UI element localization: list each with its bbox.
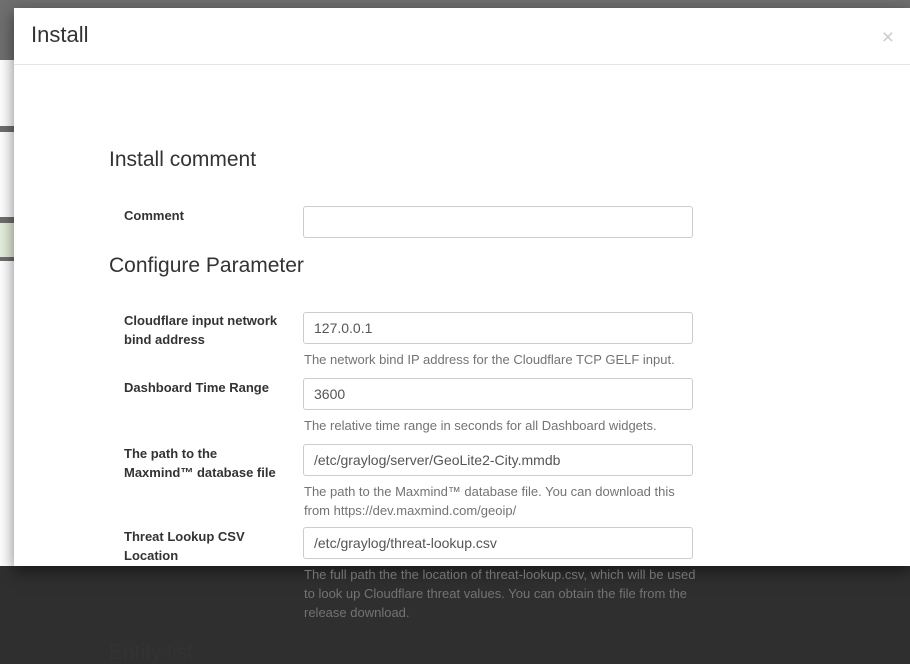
dashboard-time-range-input[interactable] [303,378,693,410]
background-page-strip [0,60,14,126]
modal-body [14,65,910,664]
background-page-strip [0,261,14,566]
modal-header [14,8,910,65]
comment-input[interactable] [303,206,693,238]
close-icon[interactable]: × [881,26,894,49]
dashboard-time-range-help: The relative time range in seconds for all Dashboard widgets. [304,418,657,433]
maxmind-database-path-help: The path to the Maxmind™ database file. You can download this from https://dev.maxmind.com/geoip/ [304,484,675,518]
page-title: Install [31,22,89,47]
maxmind-database-path-input[interactable] [303,444,693,476]
cloudflare-bind-address-input[interactable] [303,312,693,344]
threat-lookup-csv-input[interactable] [303,527,693,559]
section-title-configure-parameter: Configure Parameter [109,254,304,277]
cloudflare-bind-address-label: Cloudflare input network bind address [124,313,278,347]
section-title-install-comment: Install comment [109,148,257,171]
threat-lookup-csv-help: The full path the the location of threat-lookup.csv, which will be used to look up Cloudflare threat values. You can obtain the file from the release download. [304,567,696,620]
section-title-entity-list: Entity list [109,641,194,664]
dashboard-time-range-label: Dashboard Time Range [124,380,269,395]
background-page-strip [0,132,14,217]
background-page-strip-highlight [0,223,14,257]
threat-lookup-csv-label: Threat Lookup CSV Location [124,529,245,563]
comment-label: Comment [124,208,184,223]
install-modal [14,8,910,664]
cloudflare-bind-address-help: The network bind IP address for the Cloudflare TCP GELF input. [304,352,675,367]
maxmind-database-path-label: The path to the Maxmind™ database file [124,446,276,480]
